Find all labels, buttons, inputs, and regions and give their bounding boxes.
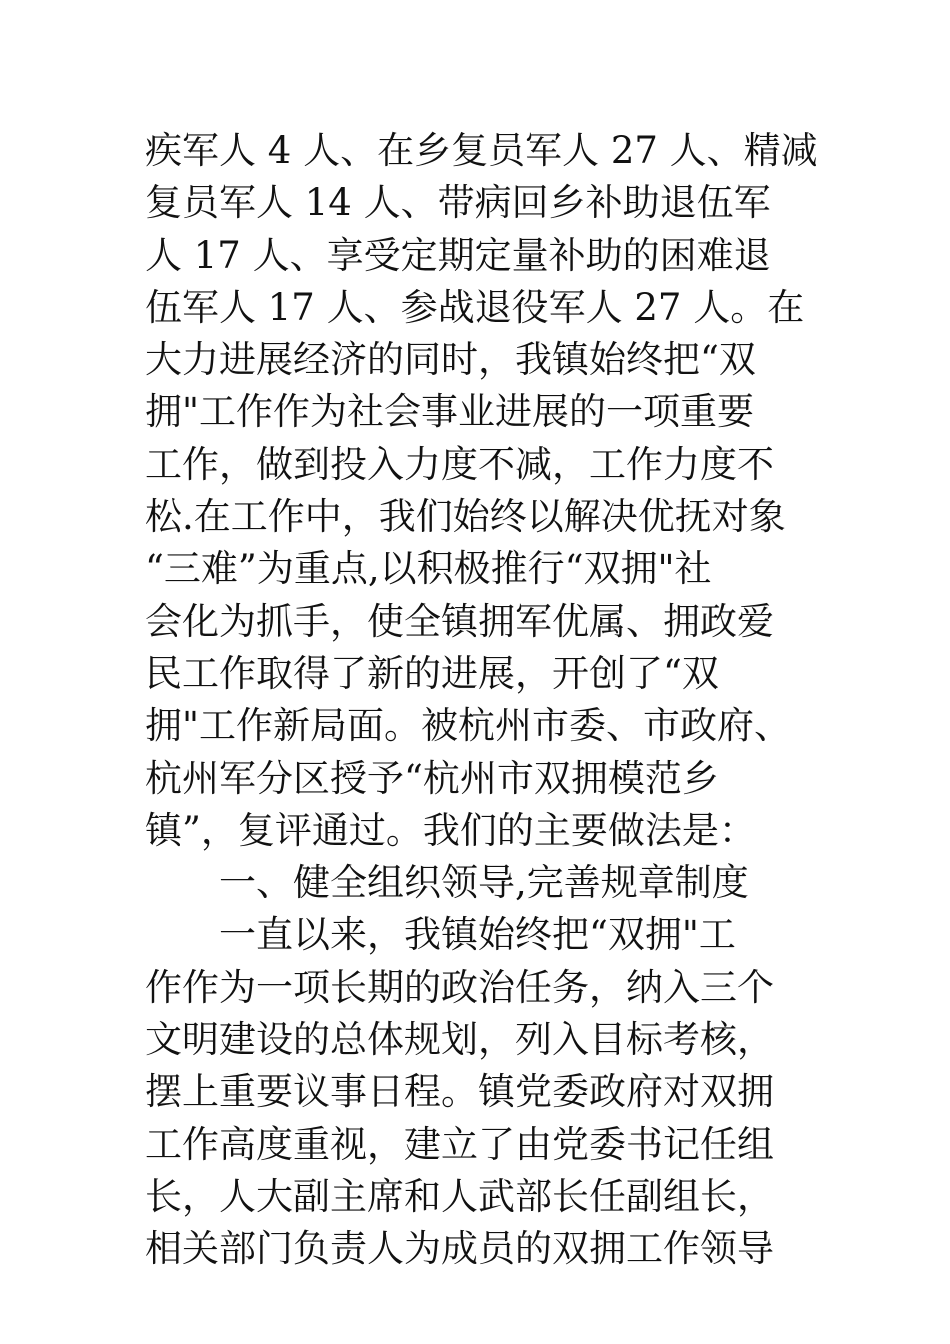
text-line: 杭州军分区授予“杭州市双拥模范乡: [145, 756, 719, 800]
text-line: 拥"工作新局面。被杭州市委、市政府、: [145, 704, 792, 748]
text-line: 长，人大副主席和人武部长任副组长，: [145, 1174, 774, 1218]
text-line: 人 17 人、享受定期定量补助的困难退: [145, 233, 771, 277]
text-line: 疾军人 4 人、在乡复员军人 27 人、精减: [145, 129, 818, 172]
text-line: 伍军人 17 人、参战退役军人 27 人。在: [145, 285, 805, 329]
text-line: 民工作取得了新的进展，开创了“双: [145, 651, 719, 695]
text-line: 工作高度重视，建立了由党委书记任组: [145, 1122, 774, 1166]
text-line: 拥"工作作为社会事业进展的一项重要: [145, 390, 755, 434]
text-line: 松.在工作中，我们始终以解决优抚对象: [145, 495, 786, 539]
text-line: 会化为抓手，使全镇拥军优属、拥政爱: [145, 599, 774, 643]
text-line: 相关部门负责人为成员的双拥工作领导: [145, 1227, 774, 1271]
text-line: 一直以来，我镇始终把“双拥"工: [219, 913, 736, 957]
text-line: 镇”，复评通过。我们的主要做法是：: [145, 808, 756, 852]
text-line: 大力进展经济的同时，我镇始终把“双: [145, 338, 756, 382]
body-text: [145, 125, 845, 1276]
text-line: 工作，做到投入力度不减，工作力度不: [145, 442, 774, 486]
text-line: 复员军人 14 人、带病回乡补助退伍军: [145, 181, 771, 225]
text-line: “三难”为重点,以积极推行“双拥"社: [145, 547, 712, 591]
section-heading: 一、健全组织领导,完善规章制度: [219, 861, 749, 905]
text-line: 摆上重要议事日程。镇党委政府对双拥: [145, 1070, 774, 1114]
text-line: 文明建设的总体规划，列入目标考核，: [145, 1018, 774, 1062]
text-line: 作作为一项长期的政治任务，纳入三个: [145, 965, 774, 1009]
